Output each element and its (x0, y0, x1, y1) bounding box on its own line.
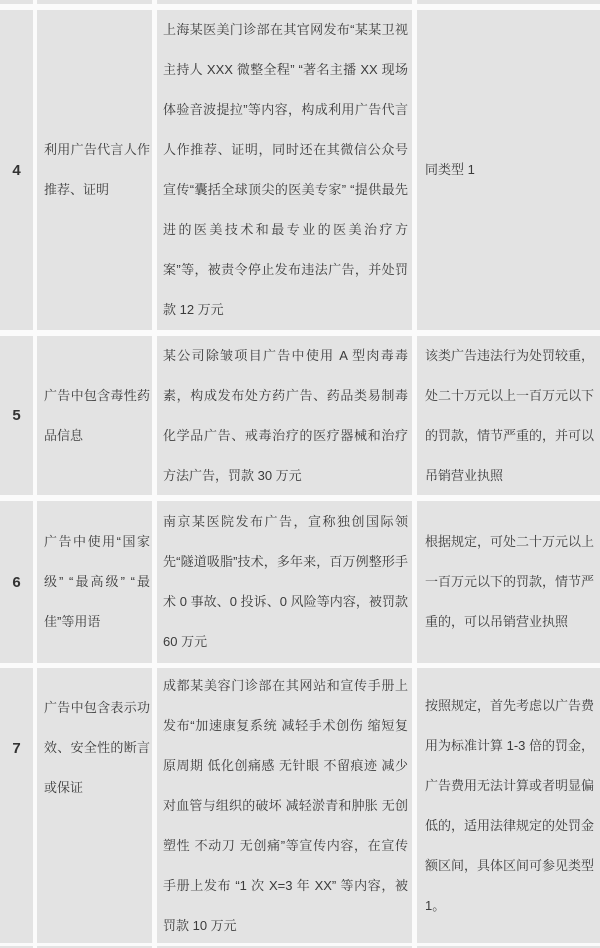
table-row-5 (0, 336, 600, 495)
case-description (157, 668, 412, 943)
partial-cell (157, 0, 412, 4)
case-description-text: 某公司除皱项目广告中使用 A 型肉毒毒素，构成发布处方药广告、药品类易制毒化学品广告、戒毒治疗的医疗器械和治疗方法广告，罚款 30 万元 (163, 347, 408, 483)
case-description-text: 南京某医院发布广告，宣称独创国际领先“隧道吸脂”技术，多年来，百万例整形手术 0 事故、0 投诉、0 风险等内容，被罚款 60 万元 (163, 514, 408, 649)
partial-row-top (0, 0, 600, 4)
case-description (157, 336, 412, 495)
penalty-note (417, 501, 600, 663)
penalty-note-text: 同类型 1 (425, 162, 475, 177)
penalty-note-text: 该类广告违法行为处罚较重，处二十万元以上一百万元以下的罚款，情节严重的，并可以吊销营业执照 (425, 347, 595, 483)
violation-type (37, 501, 152, 663)
case-description (157, 501, 412, 663)
row-number: 5 (0, 336, 33, 495)
penalty-note-text: 按照规定，首先考虑以广告费用为标准计算 1-3 倍的罚金，广告费用无法计算或者明显偏低的，适用法律规定的处罚金额区间，具体区间可参见类型 1。 (425, 697, 595, 913)
table-row-4 (0, 10, 600, 330)
table-row-6 (0, 501, 600, 663)
partial-cell (417, 0, 600, 4)
penalty-note (417, 336, 600, 495)
case-description-text: 上海某医美门诊部在其官网发布“某某卫视主持人 XXX 微整全程” “著名主播 XX 现场体验音波提拉”等内容，构成利用广告代言人作推荐、证明，同时还在其微信公众号宣传“囊括全球顶尖的医美专家” “提供最先进的医美技术和最专业的医美治疗方案”等，被责令停止发布违法广告，并处罚款 12 万元 (163, 22, 408, 317)
violation-type (37, 336, 152, 495)
partial-cell (37, 0, 152, 4)
violation-type (37, 10, 152, 330)
row-number: 7 (0, 668, 33, 943)
violation-type-text: 广告中包含毒性药品信息 (44, 387, 150, 443)
case-description-text: 成都某美容门诊部在其网站和宣传手册上发布“加速康复系统 减轻手术创伤 缩短复原周期 低化创痛感 无针眼 不留痕迹 减少对血管与组织的破坏 减轻淤青和肿胀 无创塑性 不动刀 无创痛”等宣传内容，在宣传手册上发布 “1 次 X=3 年 XX” 等内容，被罚款 10 万元 (163, 677, 408, 933)
row-number: 4 (0, 10, 33, 330)
violation-type-text: 利用广告代言人作推荐、证明 (44, 142, 150, 197)
row-number: 6 (0, 501, 33, 663)
violation-type-text: 广告中使用“国家级” “最高级” “最佳”等用语 (44, 534, 150, 629)
penalty-note (417, 10, 600, 330)
table-row-7 (0, 668, 600, 943)
penalty-note (417, 668, 600, 943)
partial-cell (0, 0, 33, 4)
case-description (157, 10, 412, 330)
penalty-note-text: 根据规定，可处二十万元以上一百万元以下的罚款，情节严重的，可以吊销营业执照 (425, 534, 595, 629)
violation-type (37, 668, 152, 943)
violation-type-text: 广告中包含表示功效、安全性的断言或保证 (44, 700, 150, 795)
